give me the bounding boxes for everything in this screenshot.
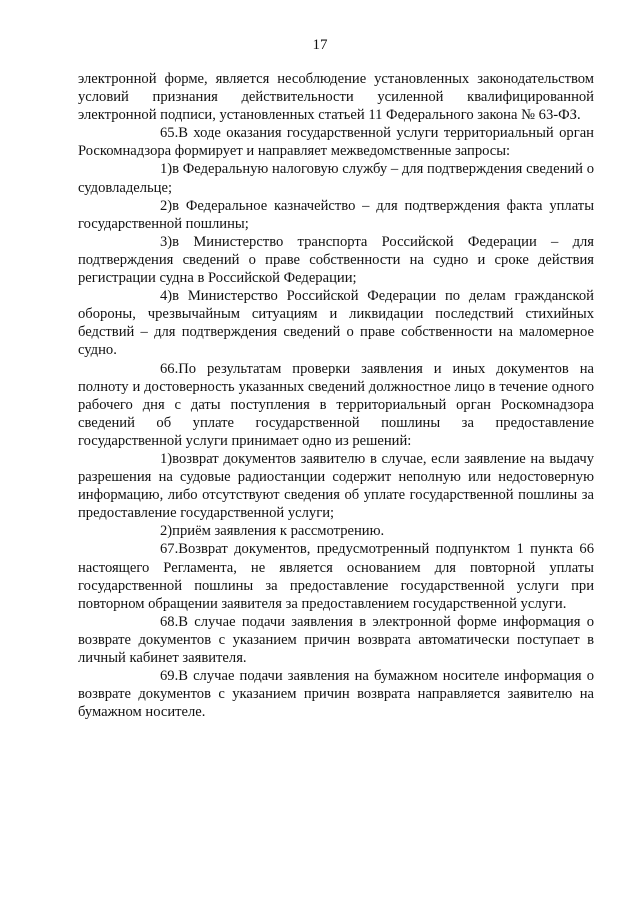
subclause-number: 1) (160, 161, 173, 178)
page-number: 17 (312, 37, 328, 53)
clause-65 (78, 124, 594, 160)
subclause-65-3 (78, 233, 594, 287)
paragraph-continuation (78, 70, 594, 124)
paragraph-text: приём заявления к рассмотрению. (172, 523, 385, 540)
paragraph-text: В случае подачи заявления в электронной форме информация о возврате документов с указанием причин возврата автоматически поступает в личный кабинет заявителя. (78, 613, 594, 666)
paragraph-text: электронной форме, является несоблюдение установленных законодательством условий признания действительности усиленной квалифицированной электронной подписи, установленных статьей 11 Федерального закона № 63-ФЗ. (78, 71, 594, 124)
clause-66 (78, 360, 594, 450)
paragraph-text: В случае подачи заявления на бумажном носителе информация о возврате документов с указанием причин возврата направляется заявителю на бумажном носителе. (78, 668, 594, 721)
clause-67 (78, 540, 594, 612)
paragraph-text: В ходе оказания государственной услуги территориальный орган Роскомнадзора формирует и направляет межведомственные запросы: (78, 125, 594, 160)
subclause-65-4 (78, 287, 594, 359)
clause-number: 67. (160, 541, 179, 558)
paragraph-text: По результатам проверки заявления и иных документов на полноту и достоверность указанных сведений должностное лицо в течение одного рабочего дня с даты поступления в территориальный орган Роскомнадзора сведений об уплате государственной пошлины за предоставление государственной услуги принимает одно из решений: (78, 360, 594, 449)
clause-number: 68. (160, 613, 179, 630)
clause-69 (78, 667, 594, 721)
clause-number: 66. (160, 360, 179, 377)
subclause-65-1 (78, 160, 594, 196)
subclause-number: 4) (160, 288, 173, 305)
paragraph-text: в Федеральную налоговую службу – для подтверждения сведений о судовладельце; (78, 161, 594, 196)
paragraph-text: в Министерство Российской Федерации по делам гражданской обороны, чрезвычайным ситуациям и ликвидации последствий стихийных бедствий – для подтверждения сведений о праве собственности на маломерное судно. (78, 288, 594, 359)
paragraph-text: возврат документов заявителю в случае, если заявление на выдачу разрешения на судовые радиостанции содержит неполную или недостоверную информацию, либо отсутствуют сведения об уплате государственной пошлины за предоставление государственной услуги; (78, 450, 594, 522)
subclause-number: 2) (160, 197, 173, 214)
clause-68 (78, 613, 594, 667)
subclause-66-1 (78, 450, 594, 522)
clause-number: 69. (160, 668, 179, 685)
subclause-number: 2) (160, 523, 173, 540)
paragraph-text: Возврат документов, предусмотренный подпунктом 1 пункта 66 настоящего Регламента, не является основанием для повторной уплаты государственной пошлины за предоставление государственной услуги при повторном обращении заявителя за предоставлением государственной услуги. (78, 541, 594, 612)
subclause-number: 3) (160, 233, 173, 250)
subclause-number: 1) (160, 450, 173, 467)
subclause-66-2 (78, 522, 594, 540)
paragraph-text: в Федеральное казначейство – для подтверждения факта уплаты государственной пошлины; (78, 197, 594, 232)
paragraph-text: в Министерство транспорта Российской Федерации – для подтверждения сведений о праве собственности на судно и сроке действия регистрации судна в Российской Федерации; (78, 233, 594, 287)
document-body (78, 70, 594, 721)
clause-number: 65. (160, 125, 179, 142)
subclause-65-2 (78, 197, 594, 233)
